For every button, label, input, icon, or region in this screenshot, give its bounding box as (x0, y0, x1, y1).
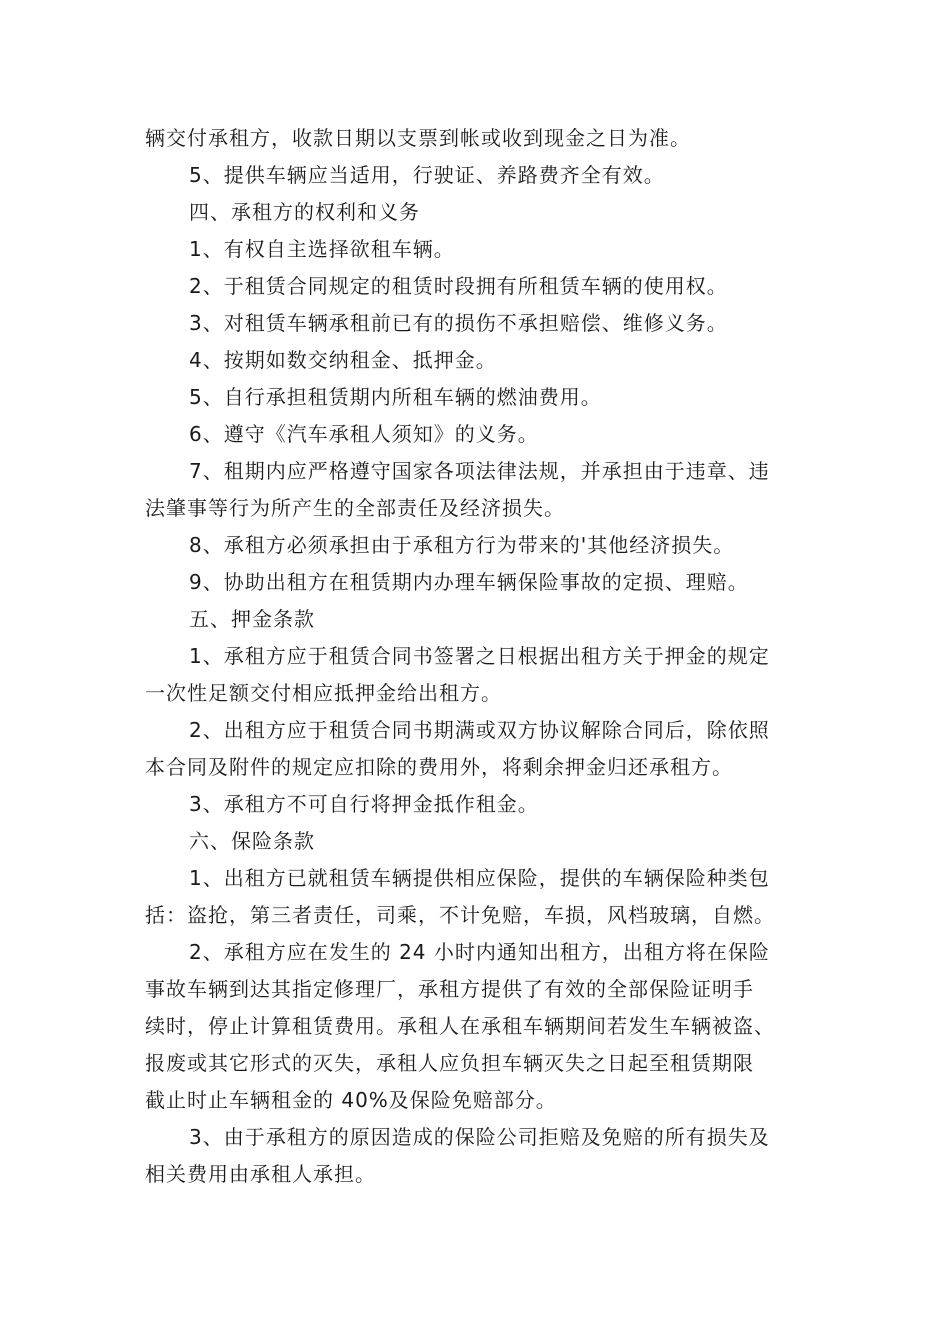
paragraph-line: 6、遵守《汽车承租人须知》的义务。 (189, 422, 539, 446)
paragraph-line: 2、出租方应于租赁合同书期满或双方协议解除合同后，除依照 (189, 718, 770, 742)
paragraph-line: 3、对租赁车辆承租前已有的损伤不承担赔偿、维修义务。 (189, 311, 728, 335)
paragraph-line: 报废或其它形式的灭失，承租人应负担车辆灭失之日起至租赁期限 (145, 1051, 754, 1075)
paragraph-line: 3、承租方不可自行将押金抵作租金。 (189, 792, 539, 816)
document-body (145, 120, 810, 1193)
paragraph-line: 相关费用由承租人承担。 (145, 1162, 376, 1186)
paragraph-line: 续时，停止计算租赁费用。承租人在承租车辆期间若发生车辆被盗、 (145, 1014, 775, 1038)
paragraph-line: 本合同及附件的规定应扣除的费用外，将剩余押金归还承租方。 (145, 755, 733, 779)
section-heading: 五、押金条款 (189, 607, 315, 631)
paragraph-line: 4、按期如数交纳租金、抵押金。 (189, 348, 497, 372)
paragraph-line: 2、于租赁合同规定的租赁时段拥有所租赁车辆的使用权。 (189, 274, 728, 298)
paragraph-line: 7、租期内应严格遵守国家各项法律法规，并承担由于违章、违 (189, 459, 770, 483)
paragraph-line: 9、协助出租方在租赁期内办理车辆保险事故的定损、理赔。 (189, 570, 749, 594)
paragraph-line: 5、自行承担租赁期内所租车辆的燃油费用。 (189, 385, 602, 409)
section-heading: 四、承租方的权利和义务 (189, 200, 420, 224)
paragraph-line: 括：盗抢，第三者责任，司乘，不计免赔，车损，风档玻璃，自燃。 (145, 903, 775, 927)
paragraph-line: 1、承租方应于租赁合同书签署之日根据出租方关于押金的规定 (189, 644, 770, 668)
paragraph-line: 截止时止车辆租金的 40%及保险免赔部分。 (145, 1088, 557, 1112)
paragraph-line: 3、由于承租方的原因造成的保险公司拒赔及免赔的所有损失及 (189, 1125, 770, 1149)
paragraph-line: 5、提供车辆应当适用，行驶证、养路费齐全有效。 (189, 163, 665, 187)
paragraph-line: 一次性足额交付相应抵押金给出租方。 (145, 681, 502, 705)
paragraph-line: 8、承租方必须承担由于承租方行为带来的'其他经济损失。 (189, 533, 735, 557)
paragraph-line: 事故车辆到达其指定修理厂，承租方提供了有效的全部保险证明手 (145, 977, 754, 1001)
paragraph-line: 法肇事等行为所产生的全部责任及经济损失。 (145, 496, 565, 520)
section-heading: 六、保险条款 (189, 829, 315, 853)
paragraph-line: 1、出租方已就租赁车辆提供相应保险，提供的车辆保险种类包 (189, 866, 770, 890)
paragraph-line: 2、承租方应在发生的 24 小时内通知出租方，出租方将在保险 (189, 940, 770, 964)
paragraph-line: 辆交付承租方，收款日期以支票到帐或收到现金之日为准。 (145, 126, 691, 150)
paragraph-line: 1、有权自主选择欲租车辆。 (189, 237, 455, 261)
